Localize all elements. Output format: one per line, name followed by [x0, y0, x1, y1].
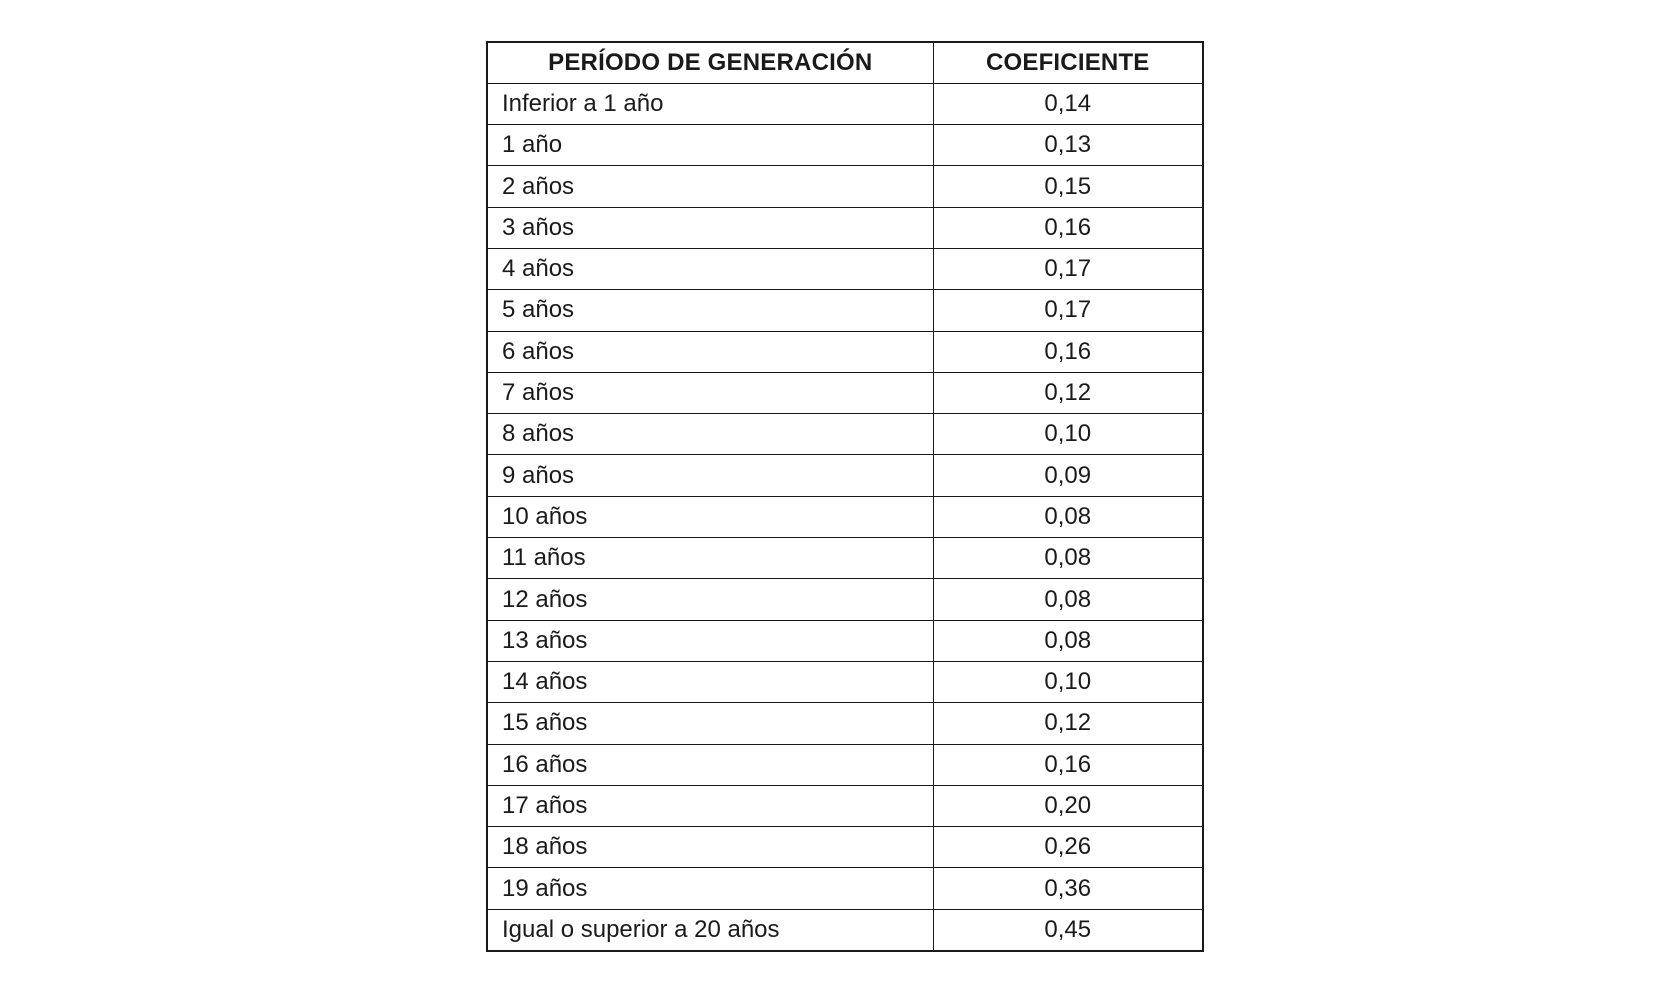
table-row: [487, 455, 1203, 496]
table-row: [487, 496, 1203, 537]
coefficient-cell: 0,12: [933, 372, 1203, 413]
period-cell: 11 años: [487, 538, 933, 579]
table-row: [487, 579, 1203, 620]
coefficient-cell: 0,09: [933, 455, 1203, 496]
coefficient-cell: 0,17: [933, 248, 1203, 289]
coefficient-table: [486, 41, 1204, 952]
table-row: [487, 290, 1203, 331]
table-row: [487, 661, 1203, 702]
period-cell: 18 años: [487, 827, 933, 868]
table-header-row: [487, 42, 1203, 83]
period-cell: 1 año: [487, 125, 933, 166]
coefficient-cell: 0,14: [933, 83, 1203, 124]
period-cell: 15 años: [487, 703, 933, 744]
coefficient-cell: 0,10: [933, 414, 1203, 455]
table-row: [487, 331, 1203, 372]
coefficient-cell: 0,16: [933, 331, 1203, 372]
table-row: [487, 125, 1203, 166]
coefficient-cell: 0,45: [933, 909, 1203, 950]
table-row: [487, 744, 1203, 785]
table-row: [487, 703, 1203, 744]
coefficient-cell: 0,13: [933, 125, 1203, 166]
table-row: [487, 83, 1203, 124]
period-cell: 17 años: [487, 785, 933, 826]
period-cell: 6 años: [487, 331, 933, 372]
period-cell: 9 años: [487, 455, 933, 496]
period-cell: 4 años: [487, 248, 933, 289]
period-cell: 16 años: [487, 744, 933, 785]
period-cell: 5 años: [487, 290, 933, 331]
period-cell: 7 años: [487, 372, 933, 413]
coefficient-cell: 0,16: [933, 744, 1203, 785]
period-cell: 14 años: [487, 661, 933, 702]
period-cell: 13 años: [487, 620, 933, 661]
header-period: PERÍODO DE GENERACIÓN: [487, 42, 933, 83]
period-cell: 12 años: [487, 579, 933, 620]
period-cell: 8 años: [487, 414, 933, 455]
coefficient-cell: 0,16: [933, 207, 1203, 248]
coefficient-cell: 0,08: [933, 496, 1203, 537]
table-row: [487, 909, 1203, 950]
table-row: [487, 372, 1203, 413]
coefficient-cell: 0,10: [933, 661, 1203, 702]
coefficient-cell: 0,12: [933, 703, 1203, 744]
coefficient-cell: 0,08: [933, 538, 1203, 579]
table-row: [487, 538, 1203, 579]
table-row: [487, 414, 1203, 455]
table-row: [487, 207, 1203, 248]
coefficient-cell: 0,15: [933, 166, 1203, 207]
table-body: [487, 83, 1203, 950]
coefficient-cell: 0,36: [933, 868, 1203, 909]
period-cell: 3 años: [487, 207, 933, 248]
coefficient-cell: 0,17: [933, 290, 1203, 331]
table-row: [487, 785, 1203, 826]
coefficient-cell: 0,08: [933, 579, 1203, 620]
period-cell: Igual o superior a 20 años: [487, 909, 933, 950]
coefficient-cell: 0,08: [933, 620, 1203, 661]
coefficient-cell: 0,26: [933, 827, 1203, 868]
table-row: [487, 868, 1203, 909]
table-row: [487, 248, 1203, 289]
table-row: [487, 620, 1203, 661]
table-row: [487, 827, 1203, 868]
period-cell: 10 años: [487, 496, 933, 537]
table-row: [487, 166, 1203, 207]
period-cell: 19 años: [487, 868, 933, 909]
period-cell: 2 años: [487, 166, 933, 207]
period-cell: Inferior a 1 año: [487, 83, 933, 124]
coefficient-cell: 0,20: [933, 785, 1203, 826]
header-coefficient: COEFICIENTE: [933, 42, 1203, 83]
